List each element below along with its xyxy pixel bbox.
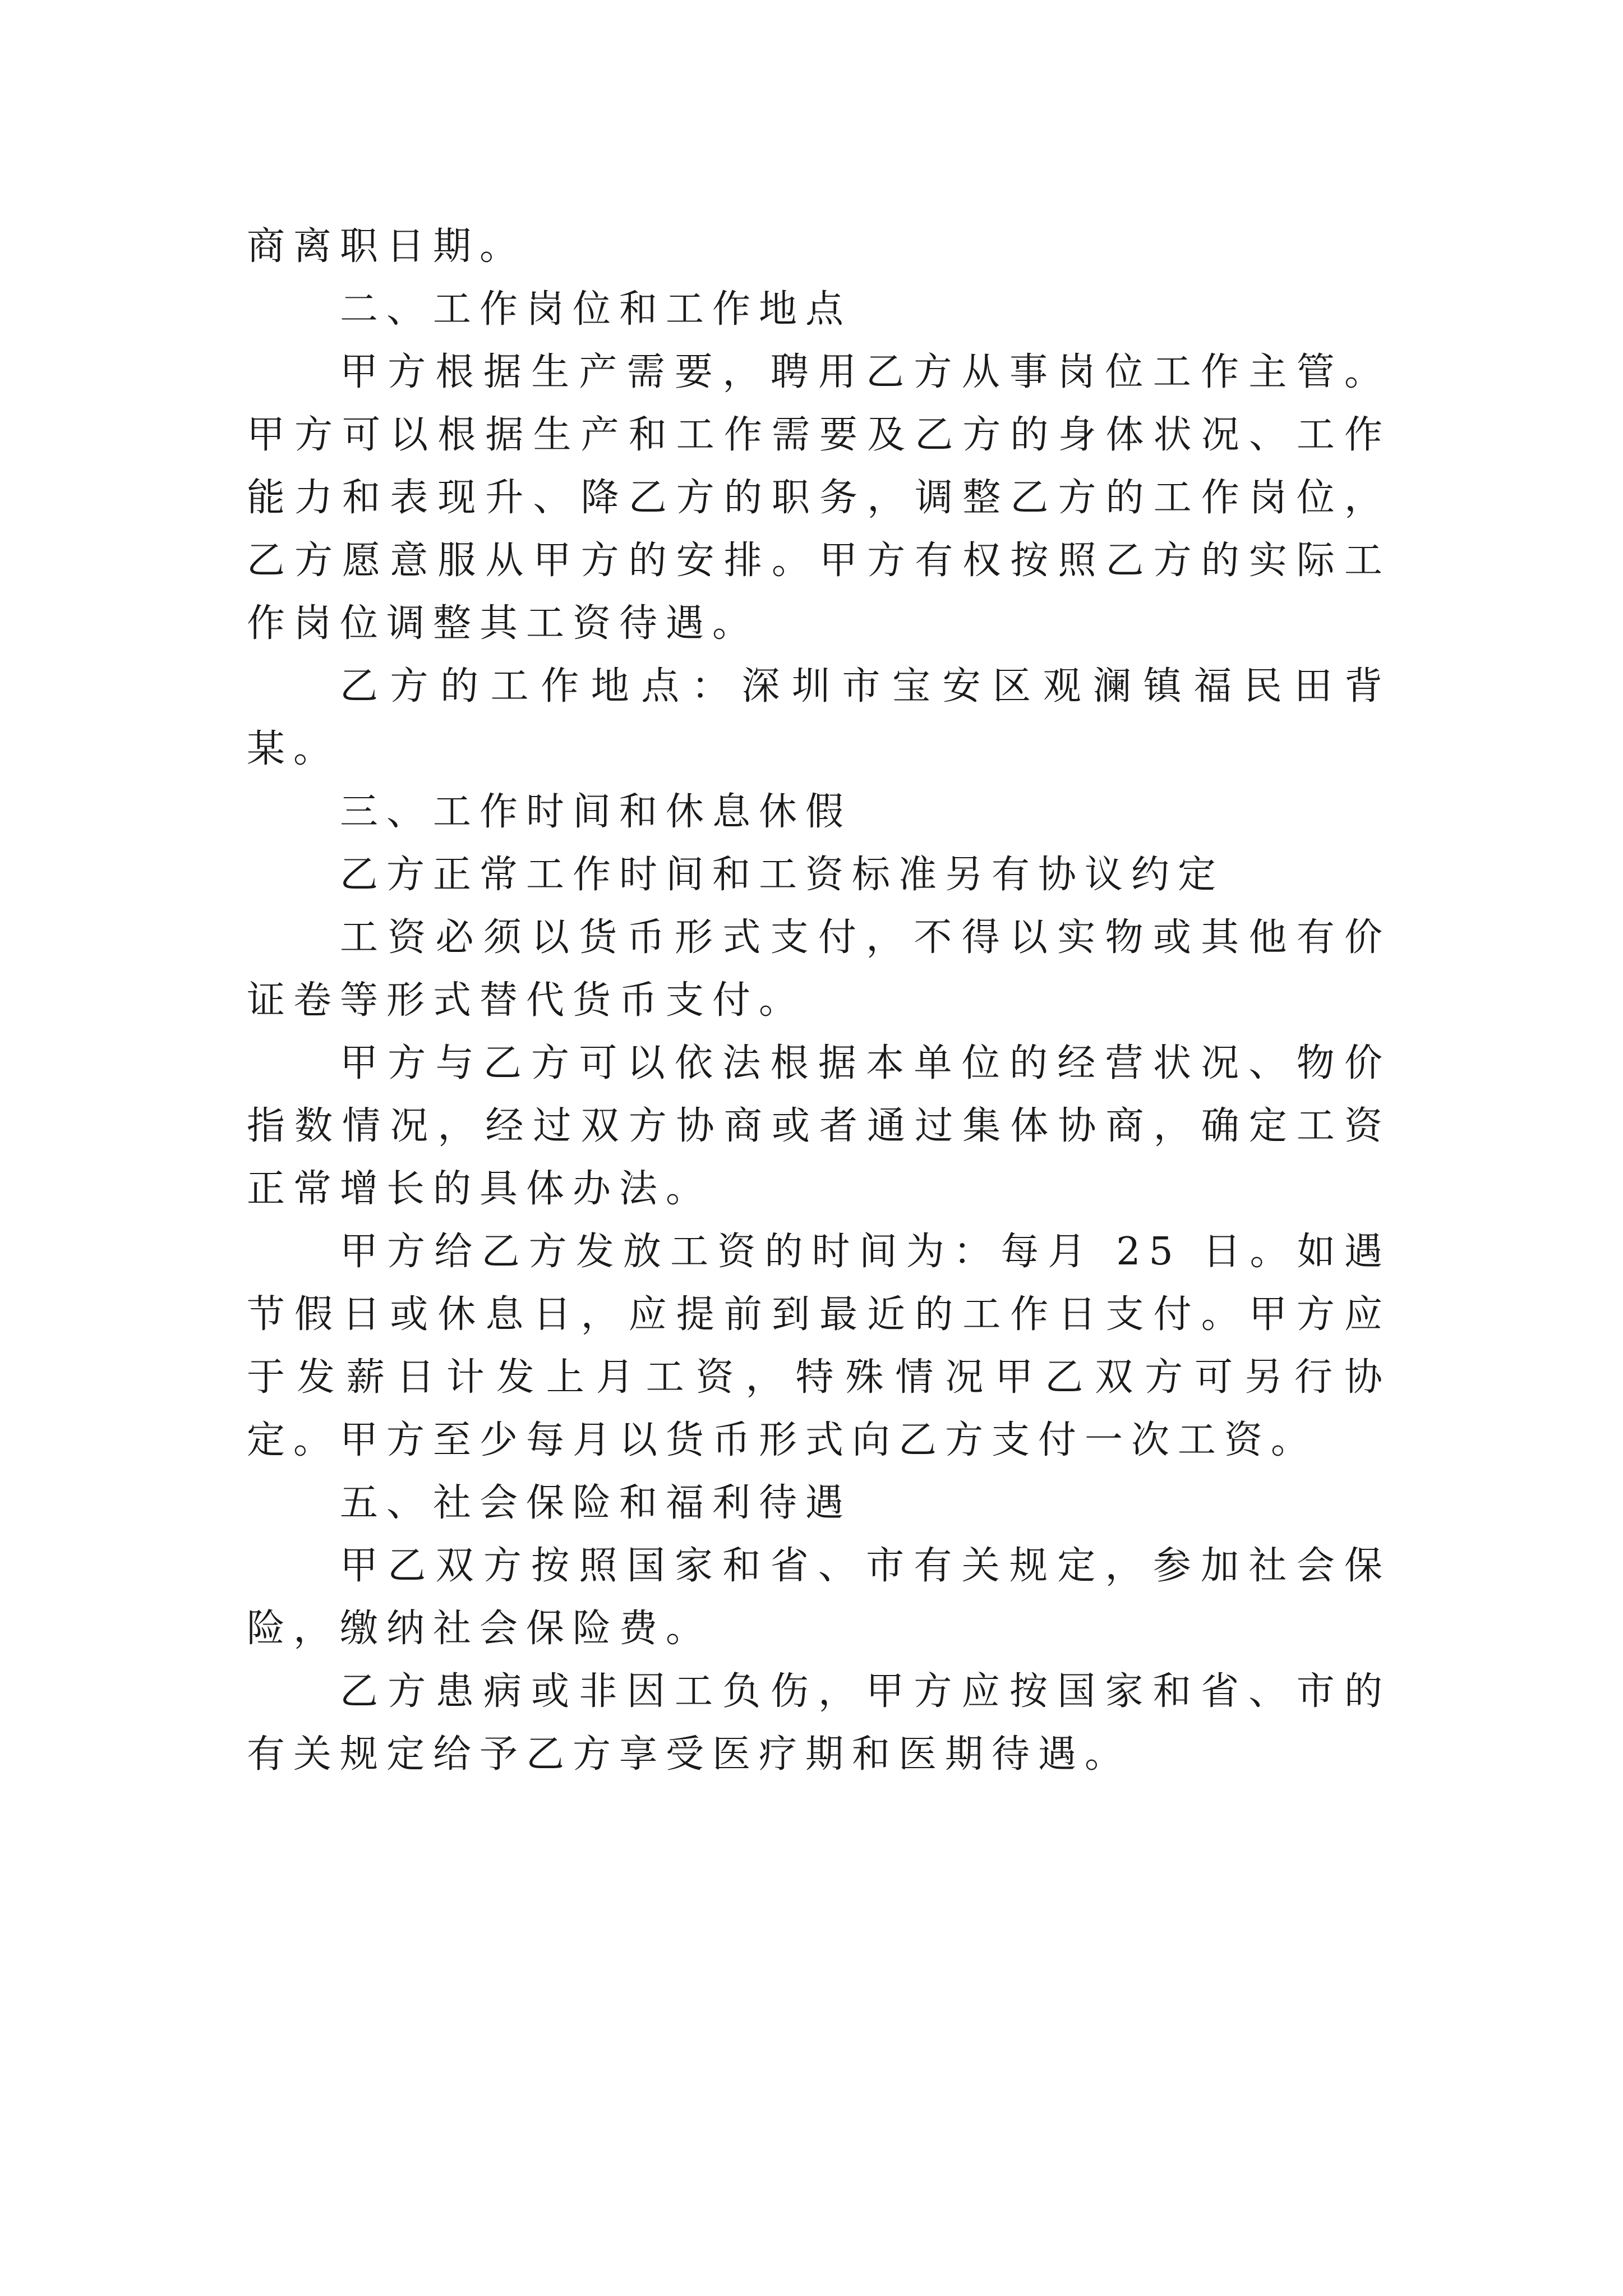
paragraph-working-hours: 乙方正常工作时间和工资标准另有协议约定 <box>340 853 1225 897</box>
paragraph-continuation: 商离职日期。 <box>247 224 527 269</box>
section-heading-social-insurance: 五、社会保险和福利待遇 <box>340 1481 852 1525</box>
paragraph-work-location: 乙方的工作地点：深圳市宝安区观澜镇福民田背某。 <box>247 664 1391 771</box>
section-heading-working-hours: 三、工作时间和休息休假 <box>340 790 852 834</box>
document-body <box>247 215 1391 1786</box>
paragraph-medical-leave: 乙方患病或非因工负伤，甲方应按国家和省、市的有关规定给予乙方享受医疗期和医期待遇。 <box>247 1669 1391 1777</box>
paragraph-social-insurance: 甲乙双方按照国家和省、市有关规定，参加社会保险，缴纳社会保险费。 <box>247 1544 1391 1651</box>
paragraph-pay-date: 甲方给乙方发放工资的时间为：每月 25 日。如遇节假日或休息日，应提前到最近的工作日支付。甲方应于发薪日计发上月工资，特殊情况甲乙双方可另行协定。甲方至少每月以货币形式向乙方支付一次工资。 <box>247 1230 1391 1462</box>
section-heading-job-position: 二、工作岗位和工作地点 <box>340 287 852 332</box>
paragraph-wage-currency: 工资必须以货币形式支付，不得以实物或其他有价证卷等形式替代货币支付。 <box>247 915 1391 1023</box>
paragraph-job-assignment: 甲方根据生产需要，聘用乙方从事岗位工作主管。甲方可以根据生产和工作需要及乙方的身体状况、工作能力和表现升、降乙方的职务，调整乙方的工作岗位，乙方愿意服从甲方的安排。甲方有权按照乙方的实际工作岗位调整其工资待遇。 <box>247 350 1391 646</box>
paragraph-wage-growth: 甲方与乙方可以依法根据本单位的经营状况、物价指数情况，经过双方协商或者通过集体协商，确定工资正常增长的具体办法。 <box>247 1041 1391 1211</box>
